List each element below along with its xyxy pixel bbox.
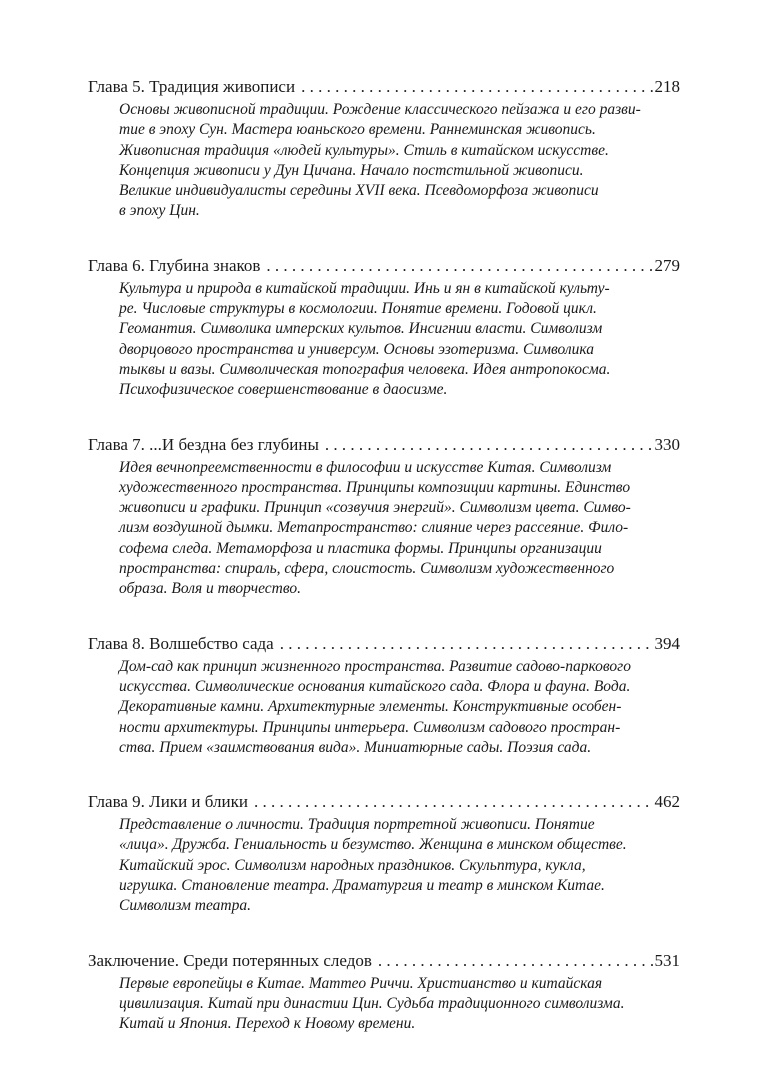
dot-leader [266, 255, 652, 277]
dot-leader [280, 633, 653, 655]
toc-entry-chapter-9 [88, 791, 680, 916]
page-number: 462 [654, 792, 680, 812]
summary-line: Психофизическое совершенствование в даосизме. [119, 381, 448, 399]
summary-line: Великие индивидуалисты середины XVII века. Псевдоморфоза живописи [119, 182, 599, 200]
summary-line: Первые европейцы в Китае. Маттео Риччи. Христианство и китайская [119, 974, 603, 992]
summary-line: ре. Числовые структуры в космологии. Понятие времени. Годовой цикл. [119, 300, 597, 318]
page-number: 330 [654, 434, 680, 454]
summary-line: Дом-сад как принцип жизненного пространства. Развитие садово-паркового [119, 657, 631, 675]
chapter-title: Заключение. Среди потерянных следов [88, 950, 372, 970]
toc-heading [88, 255, 680, 277]
dot-leader [325, 434, 653, 456]
dot-leader [254, 791, 653, 813]
summary-line: ства. Прием «заимствования вида». Миниатюрные сады. Поэзия сада. [119, 738, 592, 756]
summary-line: Идея вечнопреемственности в философии и искусстве Китая. Символизм [119, 458, 612, 476]
summary-line: ности архитектуры. Принципы интерьера. Символизм садового простран- [119, 718, 621, 736]
summary-line: Концепция живописи у Дун Цичана. Начало постстильной живописи. [119, 161, 584, 179]
page-number: 531 [654, 950, 680, 970]
chapter-summary [88, 100, 680, 222]
summary-line: Декоративные камни. Архитектурные элементы. Конструктивные особен- [119, 698, 622, 716]
chapter-summary [88, 657, 680, 758]
summary-line: Символизм театра. [119, 897, 251, 915]
summary-line: художественного пространства. Принципы композиции картины. Единство [119, 478, 631, 496]
summary-line: тие в эпоху Сун. Мастера юаньского времени. Раннеминская живопись. [119, 121, 596, 139]
toc-heading [88, 791, 680, 813]
summary-line: пространства: спираль, сфера, слоистость. Символизм художественного [119, 560, 615, 578]
page-number: 394 [654, 633, 680, 653]
summary-line: Живописная традиция «людей культуры». Стиль в китайском искусстве. [119, 141, 609, 159]
summary-line: цивилизация. Китай при династии Цин. Судьба традиционного символизма. [119, 994, 625, 1012]
summary-line: софема следа. Метаморфоза и пластика формы. Принципы организации [119, 539, 602, 557]
summary-line: Китайский эрос. Символизм народных праздников. Скульптура, кукла, [119, 856, 586, 874]
toc-entry-chapter-7 [88, 434, 680, 600]
toc-entry-conclusion [88, 950, 680, 1035]
chapter-summary [88, 458, 680, 600]
summary-line: Представление о личности. Традиция портретной живописи. Понятие [119, 816, 595, 834]
dot-leader [378, 950, 653, 972]
summary-line: Основы живописной традиции. Рождение классического пейзажа и его разви- [119, 101, 641, 118]
table-of-contents [88, 76, 680, 1068]
chapter-title: Глава 5. Традиция живописи [88, 77, 296, 96]
chapter-title: Глава 9. Лики и блики [88, 792, 248, 812]
page-number: 218 [654, 77, 680, 96]
toc-heading [88, 434, 680, 456]
summary-line: тыквы и вазы. Символическая топография человека. Идея антропокосма. [119, 360, 611, 378]
summary-line: «лица». Дружба. Гениальность и безумство. Женщина в минском обществе. [119, 836, 627, 854]
toc-heading [88, 76, 680, 98]
page-number: 279 [654, 255, 680, 275]
summary-line: образа. Воля и творчество. [119, 580, 301, 598]
summary-line: лизм воздушной дымки. Метапространство: слияние через рассеяние. Фило- [119, 519, 629, 537]
summary-line: Китай и Япония. Переход к Новому времени. [119, 1015, 416, 1033]
chapter-title: Глава 7. ...И бездна без глубины [88, 434, 319, 454]
toc-heading [88, 950, 680, 972]
summary-line: в эпоху Цин. [119, 202, 200, 220]
summary-line: искусства. Символические основания китайского сада. Флора и фауна. Вода. [119, 677, 631, 695]
chapter-summary [88, 279, 680, 401]
toc-entry-chapter-8 [88, 633, 680, 758]
dot-leader [301, 76, 652, 98]
summary-line: Культура и природа в китайской традиции. Инь и ян в китайской культу- [119, 279, 610, 297]
toc-entry-chapter-6 [88, 255, 680, 401]
toc-entry-chapter-5 [88, 76, 680, 222]
chapter-title: Глава 6. Глубина знаков [88, 255, 261, 275]
toc-heading [88, 633, 680, 655]
chapter-title: Глава 8. Волшебство сада [88, 633, 274, 653]
summary-line: дворцового пространства и универсум. Основы эзотеризма. Символика [119, 340, 594, 358]
summary-line: игрушка. Становление театра. Драматургия и театр в минском Китае. [119, 877, 605, 895]
chapter-summary [88, 974, 680, 1035]
summary-line: Геомантия. Символика имперских культов. Инсигнии власти. Символизм [119, 320, 603, 338]
summary-line: живописи и графики. Принцип «созвучия энергий». Символизм цвета. Симво- [119, 499, 631, 517]
chapter-summary [88, 815, 680, 916]
